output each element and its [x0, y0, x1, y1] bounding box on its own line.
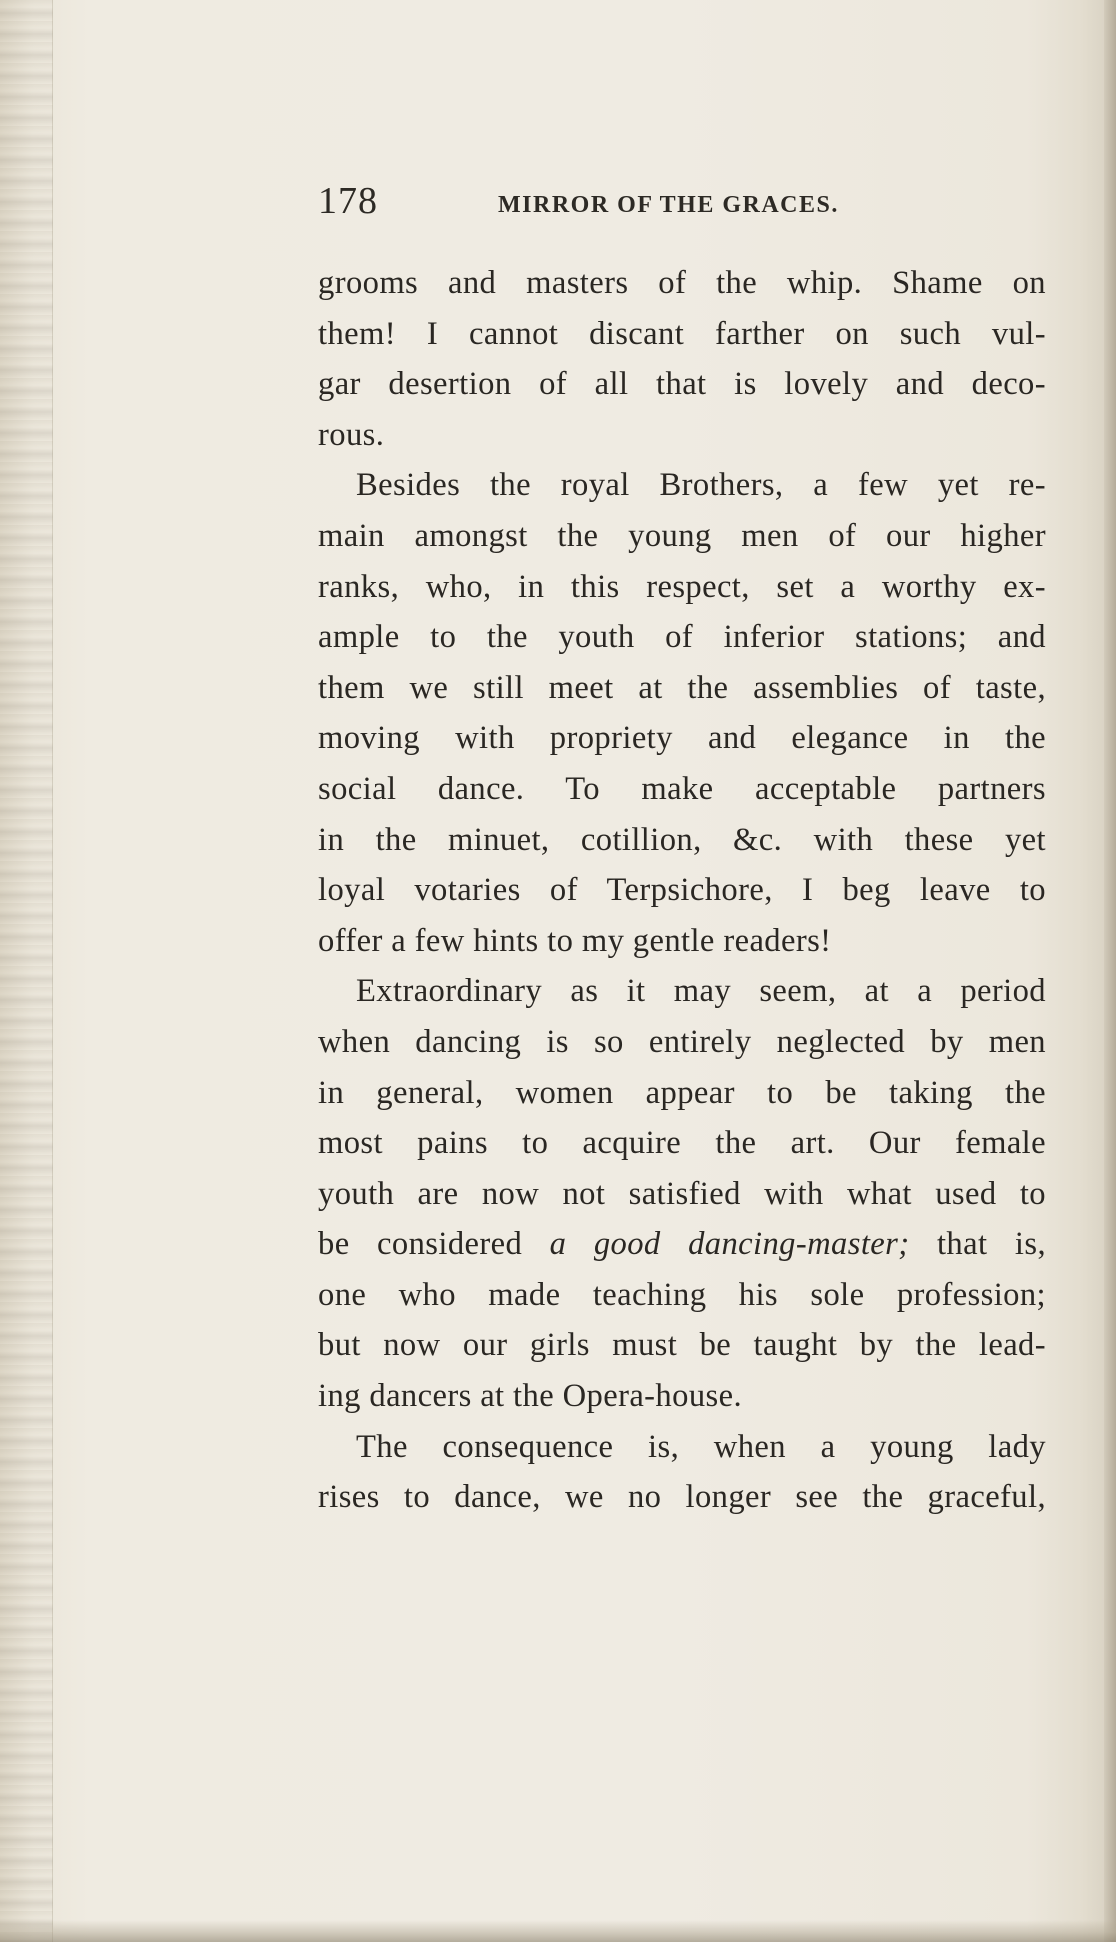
page-right-edge [1104, 0, 1116, 1942]
text-segment: that is, [909, 1226, 1046, 1263]
text-line: moving with propriety and elegance in the [318, 720, 1046, 757]
text-line: rous. [318, 416, 385, 453]
running-head [318, 178, 1078, 228]
page-left-edge [0, 0, 53, 1942]
text-line: grooms and masters of the whip. Shame on [318, 265, 1046, 301]
text-line: ranks, who, in this respect, set a worthy ex- [318, 568, 1046, 605]
text-line [318, 1219, 1046, 1270]
text-line: main amongst the young men of our higher [318, 517, 1046, 554]
text-line: The consequence is, when a young lady [356, 1428, 1046, 1465]
text-line: rises to dance, we no longer see the graceful, [318, 1479, 1046, 1516]
page-bottom-edge [0, 1920, 1116, 1942]
text-line: most pains to acquire the art. Our female [318, 1125, 1046, 1162]
text-line: one who made teaching his sole profession; [318, 1276, 1046, 1313]
text-line: youth are now not satisfied with what used to [318, 1175, 1046, 1212]
text-line: Extraordinary as it may seem, at a period [356, 973, 1046, 1010]
body-text [318, 258, 1046, 1523]
text-line: ing dancers at the Opera-house. [318, 1378, 742, 1415]
italic-phrase: a good dancing-master; [549, 1226, 910, 1263]
text-line: Besides the royal Brothers, a few yet re- [356, 467, 1046, 504]
running-title: MIRROR OF THE GRACES. [498, 192, 839, 218]
text-line: loyal votaries of Terpsichore, I beg leave to [318, 872, 1046, 909]
text-line: when dancing is so entirely neglected by men [318, 1023, 1046, 1060]
text-line: but now our girls must be taught by the lead- [318, 1327, 1046, 1364]
text-line: them we still meet at the assemblies of taste, [318, 669, 1046, 706]
text-segment: be considered [318, 1226, 550, 1263]
text-line: in general, women appear to be taking the [318, 1074, 1046, 1111]
text-line: ample to the youth of inferior stations; and [318, 619, 1046, 656]
text-line: offer a few hints to my gentle readers! [318, 922, 832, 959]
text-line: social dance. To make acceptable partners [318, 770, 1046, 807]
text-line: gar desertion of all that is lovely and deco- [318, 366, 1046, 403]
text-line: them! I cannot discant farther on such vul- [318, 315, 1046, 352]
text-line: in the minuet, cotillion, &c. with these yet [318, 821, 1046, 858]
page-number: 178 [318, 180, 378, 222]
